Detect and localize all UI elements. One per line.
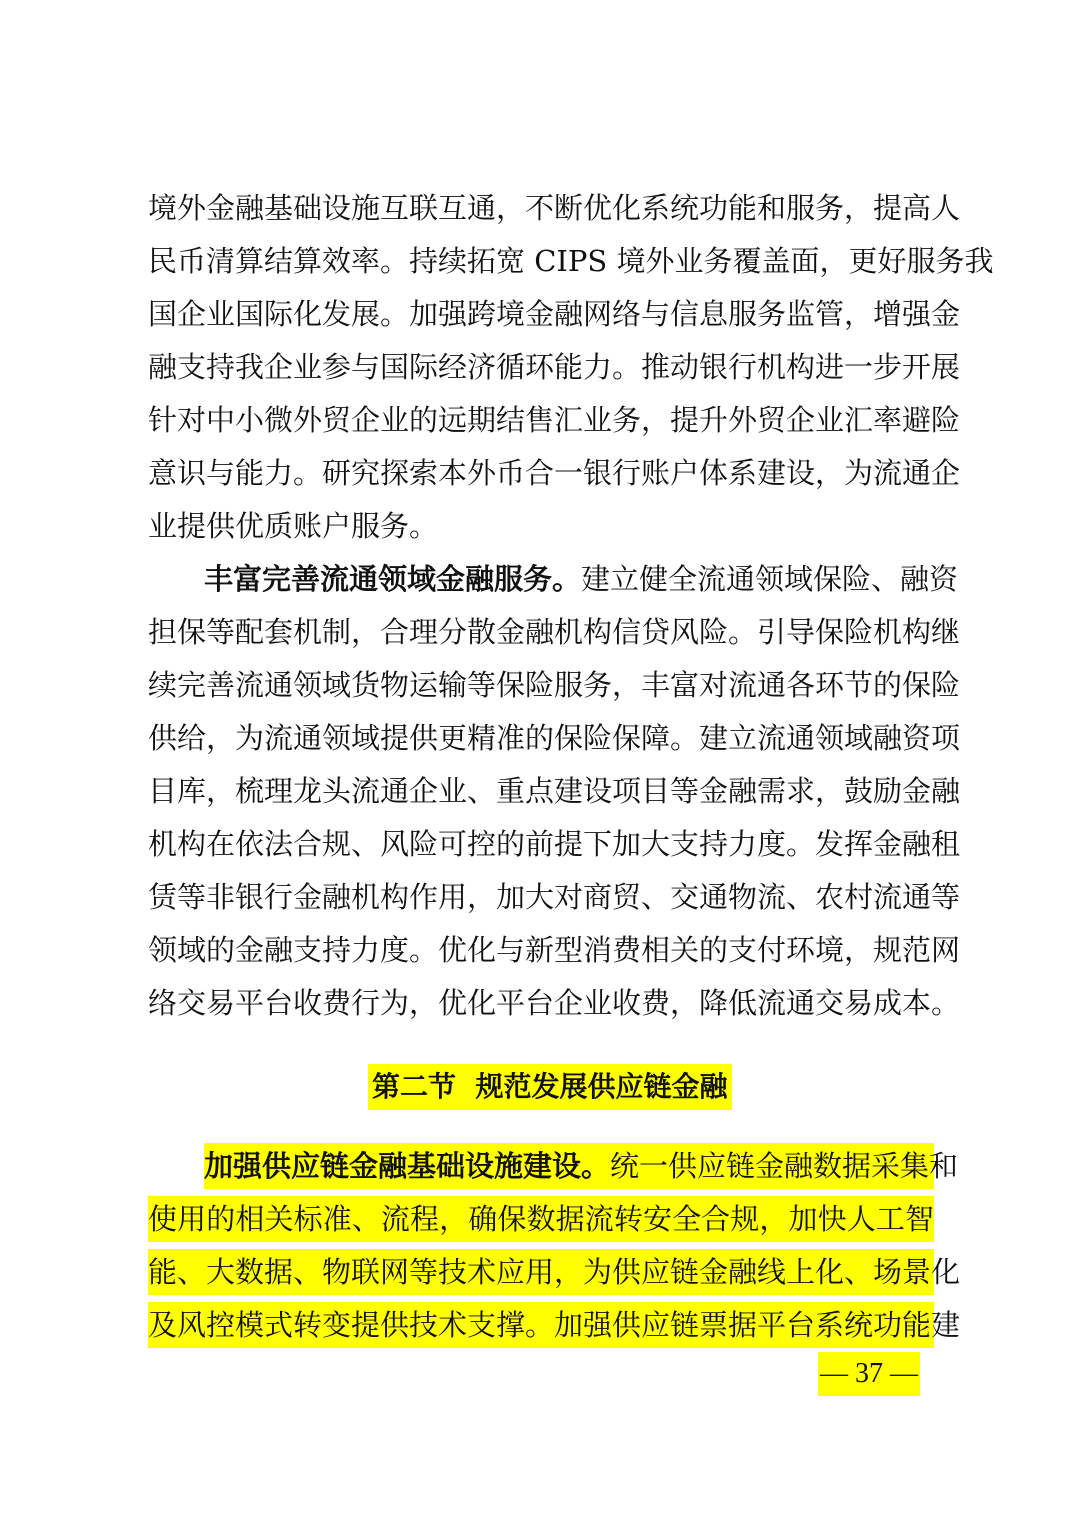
- paragraph-line: 领域的金融支持力度。优化与新型消费相关的支付环境，规范网: [148, 933, 961, 967]
- paragraph-line: 业提供优质账户服务。: [148, 509, 439, 543]
- paragraph-lead: 加强供应链金融基础设施建设。: [204, 1149, 611, 1183]
- paragraph-line: 融支持我企业参与国际经济循环能力。推动银行机构进一步开展: [148, 350, 961, 384]
- paragraph-line: 民币清算结算效率。持续拓宽 CIPS 境外业务覆盖面，更好服务我: [148, 244, 994, 278]
- paragraph-line: 国企业国际化发展。加强跨境金融网络与信息服务监管，增强金: [148, 297, 961, 331]
- section-heading: 第二节 规范发展供应链金融: [368, 1064, 732, 1110]
- paragraph-line: 赁等非银行金融机构作用，加大对商贸、交通物流、农村流通等: [148, 880, 961, 914]
- page-number: — 37 —: [818, 1352, 920, 1396]
- paragraph-text: 统一供应链金融数据采集和: [610, 1149, 959, 1183]
- paragraph-line: 续完善流通领域货物运输等保险服务，丰富对流通各环节的保险: [148, 668, 961, 702]
- paragraph-line: 意识与能力。研究探索本外币合一银行账户体系建设，为流通企: [148, 456, 961, 490]
- paragraph-text: 建立健全流通领域保险、融资: [581, 562, 959, 596]
- paragraph-first-line: [204, 556, 959, 602]
- paragraph-lead: 丰富完善流通领域金融服务。: [204, 562, 582, 596]
- paragraph-line: 担保等配套机制，合理分散金融机构信贷风险。引导保险机构继: [148, 615, 961, 649]
- paragraph-line: 针对中小微外贸企业的远期结售汇业务，提升外贸企业汇率避险: [148, 403, 961, 437]
- paragraph-line: 能、大数据、物联网等技术应用，为供应链金融线上化、场景化: [148, 1249, 934, 1295]
- paragraph-first-line: [204, 1143, 959, 1189]
- paragraph-line: 机构在依法合规、风险可控的前提下加大支持力度。发挥金融租: [148, 827, 961, 861]
- paragraph-line: 络交易平台收费行为，优化平台企业收费，降低流通交易成本。: [148, 986, 961, 1020]
- paragraph-line: 目库，梳理龙头流通企业、重点建设项目等金融需求，鼓励金融: [148, 774, 961, 808]
- paragraph-line: 及风控模式转变提供技术支撑。加强供应链票据平台系统功能建: [148, 1302, 934, 1348]
- paragraph-line: 使用的相关标准、流程，确保数据流转安全合规，加快人工智: [148, 1196, 934, 1242]
- paragraph-line: 供给，为流通领域提供更精准的保险保障。建立流通领域融资项: [148, 721, 961, 755]
- paragraph-line: 境外金融基础设施互联互通，不断优化系统功能和服务，提高人: [148, 191, 961, 225]
